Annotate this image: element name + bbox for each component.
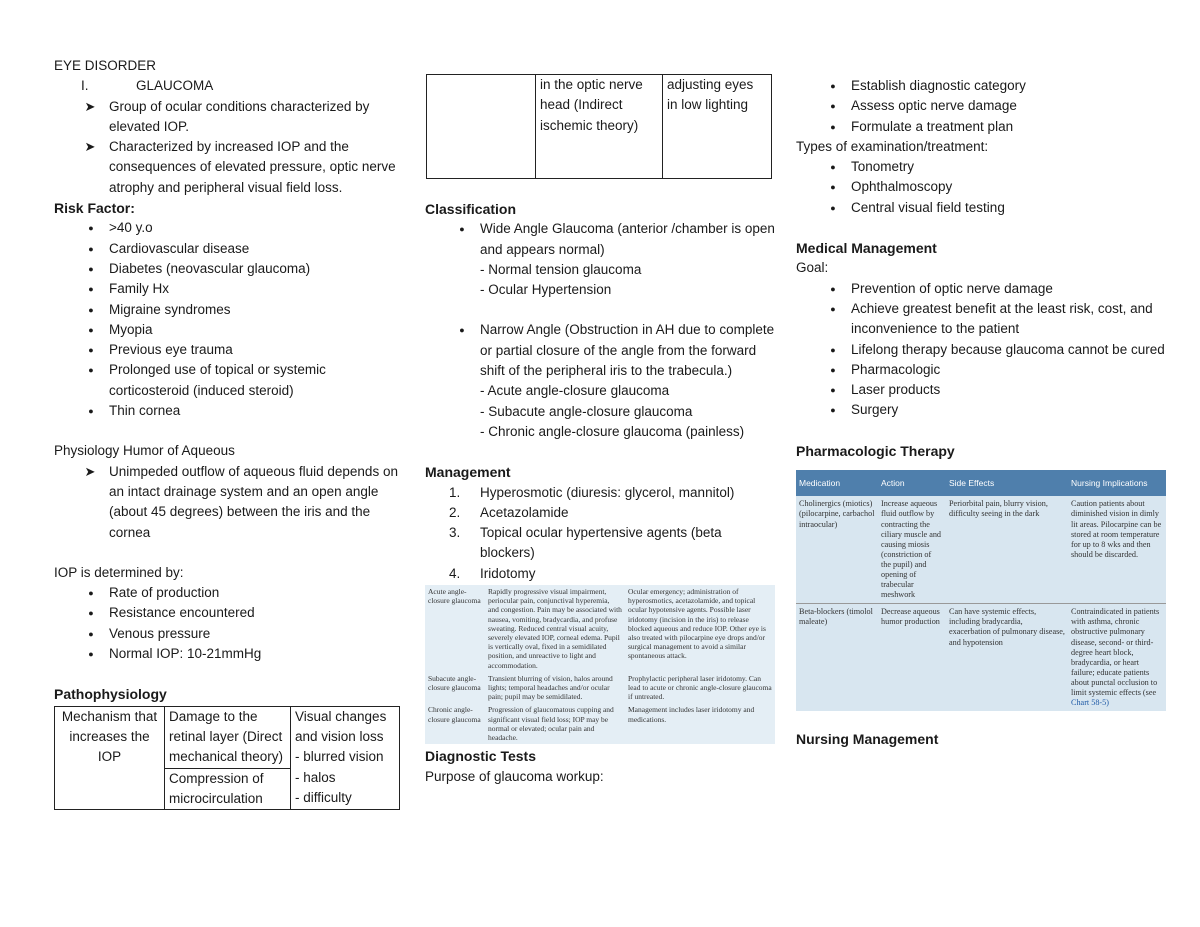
diagnostic-text: Purpose of glaucoma workup: [425, 768, 604, 784]
types-heading: Types of examination/treatment: [796, 138, 989, 154]
list-item: 1. Hyperosmotic (diuresis: glycerol, mannitol) [425, 483, 777, 503]
nursing-management-heading: Nursing Management [796, 731, 939, 748]
section-heading [54, 76, 404, 96]
list-item: ➤ Characterized by increased IOP and the consequences of elevated pressure, optic nerve atrophy and peripheral visual field loss. [54, 137, 404, 198]
bullet-icon: ● [830, 121, 836, 132]
list-item: 2. Acetazolamide [425, 503, 777, 523]
bullet-icon: ● [88, 649, 94, 660]
bullet-icon: ● [459, 224, 465, 235]
bullet-icon: ● [830, 303, 836, 314]
bullet-icon: ● [88, 608, 94, 619]
list-item: 4. Iridotomy [425, 564, 777, 584]
list-item: ● Resistance encountered [54, 603, 404, 623]
bullet-icon: ● [88, 324, 94, 335]
list-item: ● Formulate a treatment plan [796, 117, 1166, 137]
medical-management-heading: Medical Management [796, 240, 937, 257]
list-item: ● Narrow Angle (Obstruction in AH due to complete or partial closure of the angle from the forward shift of the peripheral iris to the trabecula.) - Acute angle-closure glaucoma - Subacute angle-closure glaucoma - Chronic angle-closure glaucoma (painless) [425, 320, 777, 442]
list-item: ● Family Hx [54, 279, 404, 299]
list-item: ● Venous pressure [54, 624, 404, 644]
damage-cell: Damage to the retinal layer (Direct mechanical theory) [165, 706, 291, 768]
arrow-bullet-icon: ➤ [84, 463, 96, 479]
list-number: 1. [449, 484, 461, 500]
management-list [425, 483, 777, 584]
list-item: ● Achieve greatest benefit at the least risk, cost, and inconvenience to the patient [796, 299, 1166, 340]
pharmacologic-table [796, 470, 1166, 711]
bullet-icon: ● [88, 243, 94, 254]
bullet-icon: ● [830, 385, 836, 396]
section-label: GLAUCOMA [136, 78, 214, 94]
list-item: ● Ophthalmoscopy [796, 177, 1166, 197]
bullet-icon: ● [88, 284, 94, 295]
list-item: ● Diabetes (neovascular glaucoma) [54, 259, 404, 279]
bullet-icon: ● [830, 202, 836, 213]
angle-closure-table [425, 585, 775, 744]
list-item: ● Lifelong therapy because glaucoma cannot be cured [796, 340, 1166, 360]
list-item: ● Assess optic nerve damage [796, 96, 1166, 116]
arrow-bullet-icon: ➤ [84, 98, 96, 114]
list-item: ➤ Unimpeded outflow of aqueous fluid depends on an intact drainage system and an open angle (about 45 degrees) between the iris and the cornea [54, 462, 404, 543]
list-item: 3. Topical ocular hypertensive agents (beta blockers) [449, 525, 722, 561]
table-row: Acute angle-closure glaucoma Rapidly progressive visual impairment, periocular pain, conjunctival hyperemia, and congestion. Pain may be associated with nausea, vomiting, bradycardia, and profuse sweating. Reduced central visual acuity, severely elevated IOP, corneal edema. Pupil is vertically oval, fixed in a semidilated position, and unreactive to light and accommodation. Ocular emergency; administration of hyperosmotics, acetazolamide, and topical ocular hypotensive agents. Possible laser iridotomy (incision in the iris) to release blocked aqueous and reduce IOP. Other eye is also treated with pilocarpine eye drops and/or surgical management to avoid a similar spontaneous attack. [428, 587, 766, 670]
list-item: ● Previous eye trauma [54, 340, 404, 360]
visual-changes-cell: Visual changes and vision loss - blurred vision - halos - difficulty [291, 706, 400, 809]
bullet-icon: ● [830, 162, 836, 173]
list-number: 2. [449, 504, 461, 520]
list-item: ● Wide Angle Glaucoma (anterior /chamber is open and appears normal) - Normal tension glaucoma - Ocular Hypertension [425, 219, 777, 300]
list-item: ● Surgery [796, 400, 1166, 420]
list-item: ➤ Group of ocular conditions characterized by elevated IOP. [54, 97, 404, 138]
pathophysiology-table-continued [426, 74, 772, 179]
list-item: ● Establish diagnostic category [796, 76, 1166, 96]
iop-list [54, 583, 404, 664]
iop-heading: IOP is determined by: [54, 564, 184, 580]
diagnostic-heading: Diagnostic Tests [425, 748, 536, 765]
classification-list [425, 219, 777, 442]
ischemic-cell: in the optic nerve head (Indirect ischemic theory) [536, 75, 663, 179]
classification-heading: Classification [425, 201, 517, 217]
list-item: ● Thin cornea [54, 401, 404, 421]
list-item: ● Migraine syndromes [54, 300, 404, 320]
bullet-icon: ● [830, 101, 836, 112]
list-item: ● Central visual field testing [796, 198, 1166, 218]
bullet-icon: ● [830, 81, 836, 91]
management-heading: Management [425, 464, 511, 481]
mechanism-cell: Mechanism that increases the IOP [55, 706, 165, 809]
goal-list [796, 279, 1166, 421]
bullet-icon: ● [88, 628, 94, 639]
document-title: EYE DISORDER [54, 58, 157, 73]
bullet-icon: ● [830, 182, 836, 193]
risk-factor-heading: Risk Factor: [54, 200, 135, 217]
physiology-list [54, 462, 404, 543]
pathophysiology-heading: Pathophysiology [54, 686, 167, 703]
table-row: Chronic angle-closure glaucoma Progression of glaucomatous cupping and significant visual field loss; IOP may be normal or elevated; ocular pain and headache. Management includes laser iridotomy and medications. [428, 705, 755, 743]
chart-reference-link[interactable]: Chart 58-5) [1071, 698, 1109, 708]
bullet-icon: ● [830, 364, 836, 375]
list-item: ● >40 y.o [54, 218, 404, 238]
bullet-icon: ● [88, 365, 94, 376]
pathophysiology-table [54, 706, 400, 810]
column-2 [425, 74, 777, 787]
table-row: Cholinergics (miotics) (pilocarpine, carbachol intraocular) Increase aqueous fluid outflow by contracting the ciliary muscle and causing miosis (constriction of the pupil) and opening of trabecular meshwork Periorbital pain, blurry vision, difficulty seeing in the dark Caution patients about diminished vision in dimly lit areas. Pilocarpine can be stored at room temperature for up to 8 wks and then should be discarded. [799, 499, 1162, 600]
compression-cell: Compression of microcirculation [165, 768, 291, 810]
list-item: ● Rate of production [54, 583, 404, 603]
types-list [796, 157, 1166, 218]
bullet-icon: ● [459, 325, 465, 336]
physiology-heading: Physiology Humor of Aqueous [54, 443, 235, 459]
table-header-row: Medication Action Side Effects Nursing Implications [796, 470, 1166, 496]
bullet-icon: ● [88, 588, 94, 599]
list-item: ● Tonometry [796, 157, 1166, 177]
list-number: 3. [449, 525, 461, 541]
list-item: ● Normal IOP: 10-21mmHg [54, 644, 404, 664]
section-numeral: I. [81, 78, 89, 94]
column-3 [796, 76, 1166, 750]
bullet-icon: ● [830, 283, 836, 294]
column-1 [54, 56, 404, 810]
bullet-icon: ● [830, 344, 836, 355]
list-item: ● Cardiovascular disease [54, 239, 404, 259]
table-row: Subacute angle-closure glaucoma Transient blurring of vision, halos around lights; temporal headaches and/or ocular pain; pupil may be semidilated. Prophylactic peripheral laser iridotomy. Can lead to acute or chronic angle-closure glaucoma if untreated. [428, 673, 772, 702]
list-item: ● Laser products [796, 380, 1166, 400]
bullet-icon: ● [88, 345, 94, 356]
glaucoma-definitions [54, 97, 404, 198]
table-row: Beta-blockers (timolol maleate) Decrease aqueous humor production Can have systemic effects, including bradycardia, exacerbation of pulmonary disease, and hypotension Contraindicated in patients with asthma, chronic obstructive pulmonary disease, second- or third-degree heart block, bradycardia, or heart failure; educate patients about punctal occlusion to limit systemic effects (see Chart 58-5) [796, 604, 1166, 711]
goal-label: Goal: [796, 260, 829, 276]
purpose-list [796, 76, 1166, 137]
bullet-icon: ● [88, 263, 94, 274]
lighting-cell: adjusting eyes in low lighting [663, 75, 772, 179]
pharmacologic-heading: Pharmacologic Therapy [796, 442, 955, 459]
risk-factor-list [54, 218, 404, 421]
list-item: ● Pharmacologic [796, 360, 1166, 380]
list-number: 4. [449, 565, 461, 581]
list-item: ● Myopia [54, 320, 404, 340]
bullet-icon: ● [88, 406, 94, 417]
bullet-icon: ● [88, 223, 94, 234]
arrow-bullet-icon: ➤ [84, 139, 96, 155]
empty-cell [427, 75, 536, 179]
bullet-icon: ● [88, 304, 94, 315]
list-item: ● Prolonged use of topical or systemic corticosteroid (induced steroid) [54, 360, 404, 401]
bullet-icon: ● [830, 405, 836, 416]
list-item: ● Prevention of optic nerve damage [796, 279, 1166, 299]
